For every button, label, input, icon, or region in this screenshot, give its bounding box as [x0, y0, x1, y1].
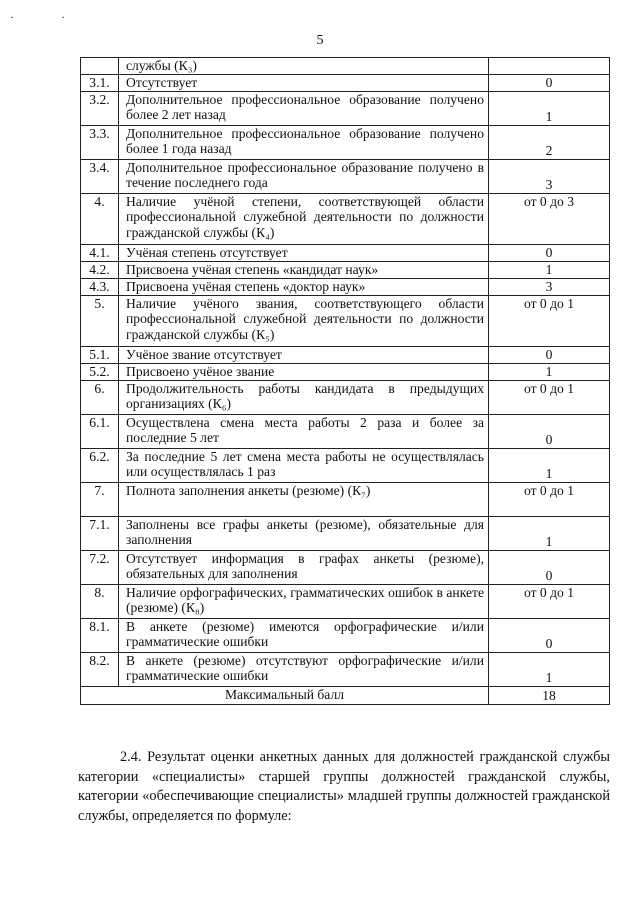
row-description: Присвоена учёная степень «доктор наук»: [119, 278, 489, 295]
row-description: Наличие учёного звания, соответствующего области профессиональной служебной деятельности по должности гражданской службы (К₅): [119, 295, 489, 346]
row-points: 0: [489, 244, 610, 261]
table-row: [81, 193, 610, 244]
row-points: 3: [489, 159, 610, 193]
row-description: Присвоена учёная степень «кандидат наук»: [119, 261, 489, 278]
row-description: Осуществлена смена места работы 2 раза и более за последние 5 лет: [119, 414, 489, 448]
table-row: [81, 550, 610, 584]
row-description: Дополнительное профессиональное образование получено более 1 года назад: [119, 125, 489, 159]
row-points: 1: [489, 516, 610, 550]
scan-specks: · ·: [10, 10, 87, 24]
table-row: [81, 346, 610, 363]
table-row: [81, 448, 610, 482]
max-score-value: 18: [489, 686, 610, 704]
row-number: 4.3.: [81, 278, 119, 295]
row-points: 1: [489, 363, 610, 380]
table-row: [81, 380, 610, 414]
row-description: Присвоено учёное звание: [119, 363, 489, 380]
table-row: [81, 295, 610, 346]
row-description: В анкете (резюме) имеются орфографические и/или грамматические ошибки: [119, 618, 489, 652]
row-number: 3.2.: [81, 91, 119, 125]
row-points: от 0 до 1: [489, 584, 610, 618]
max-score-row: [81, 686, 610, 704]
row-points: от 0 до 3: [489, 193, 610, 244]
row-points: от 0 до 1: [489, 482, 610, 516]
row-description: Отсутствует: [119, 74, 489, 91]
table-row: [81, 91, 610, 125]
row-number: 3.3.: [81, 125, 119, 159]
row-description: Дополнительное профессиональное образование получено в течение последнего года: [119, 159, 489, 193]
row-points: 1: [489, 448, 610, 482]
row-number: 8.2.: [81, 652, 119, 686]
row-number: 8.: [81, 584, 119, 618]
row-description: Заполнены все графы анкеты (резюме), обязательные для заполнения: [119, 516, 489, 550]
table-row: [81, 261, 610, 278]
row-number: 6.1.: [81, 414, 119, 448]
row-description: За последние 5 лет смена места работы не осуществлялась или осуществлялась 1 раз: [119, 448, 489, 482]
row-number: 6.2.: [81, 448, 119, 482]
table-row: [81, 516, 610, 550]
score-table: [80, 57, 610, 705]
row-number: 3.4.: [81, 159, 119, 193]
table-row: [81, 278, 610, 295]
row-number: 6.: [81, 380, 119, 414]
table-row: [81, 74, 610, 91]
max-score-label: Максимальный балл: [81, 686, 489, 704]
row-points: от 0 до 1: [489, 295, 610, 346]
row-number: 4.2.: [81, 261, 119, 278]
row-description: Отсутствует информация в графах анкеты (резюме), обязательных для заполнения: [119, 550, 489, 584]
row-number: 7.1.: [81, 516, 119, 550]
row-number: 5.1.: [81, 346, 119, 363]
row-description: Наличие орфографических, грамматических ошибок в анкете (резюме) (К₈): [119, 584, 489, 618]
row-number: [81, 58, 119, 75]
row-points: 2: [489, 125, 610, 159]
table-row: [81, 58, 610, 75]
row-points: 0: [489, 414, 610, 448]
table-row: [81, 482, 610, 516]
score-table-body: [81, 58, 610, 705]
table-row: [81, 618, 610, 652]
row-points: от 0 до 1: [489, 380, 610, 414]
table-row: [81, 159, 610, 193]
row-points: 1: [489, 261, 610, 278]
table-row: [81, 244, 610, 261]
row-number: 8.1.: [81, 618, 119, 652]
table-row: [81, 363, 610, 380]
row-points: 3: [489, 278, 610, 295]
row-points: 0: [489, 346, 610, 363]
row-description: Учёная степень отсутствует: [119, 244, 489, 261]
row-points: 1: [489, 91, 610, 125]
row-number: 4.: [81, 193, 119, 244]
row-description: Продолжительность работы кандидата в предыдущих организациях (К₆): [119, 380, 489, 414]
row-points: 0: [489, 74, 610, 91]
row-number: 5.2.: [81, 363, 119, 380]
row-description: Полнота заполнения анкеты (резюме) (К₇): [119, 482, 489, 516]
table-row: [81, 652, 610, 686]
row-number: 7.: [81, 482, 119, 516]
row-points: 0: [489, 550, 610, 584]
row-points: 1: [489, 652, 610, 686]
row-description: В анкете (резюме) отсутствуют орфографические и/или грамматические ошибки: [119, 652, 489, 686]
row-description: Учёное звание отсутствует: [119, 346, 489, 363]
row-points: 0: [489, 618, 610, 652]
paragraph-2-4: 2.4. Результат оценки анкетных данных для должностей гражданской службы категории «специалисты» старшей группы должностей гражданской службы, категории «обеспечивающие специалисты» младшей группы должностей гражданской службы, определяется по формуле:: [78, 749, 610, 824]
row-description: службы (К₃): [119, 58, 489, 75]
table-row: [81, 584, 610, 618]
row-description: Наличие учёной степени, соответствующей области профессиональной служебной деятельности по должности гражданской службы (К₄): [119, 193, 489, 244]
page-number: 5: [316, 33, 324, 48]
table-row: [81, 414, 610, 448]
row-description: Дополнительное профессиональное образование получено более 2 лет назад: [119, 91, 489, 125]
row-number: 3.1.: [81, 74, 119, 91]
row-number: 7.2.: [81, 550, 119, 584]
row-number: 5.: [81, 295, 119, 346]
row-points: [489, 58, 610, 75]
table-row: [81, 125, 610, 159]
row-number: 4.1.: [81, 244, 119, 261]
